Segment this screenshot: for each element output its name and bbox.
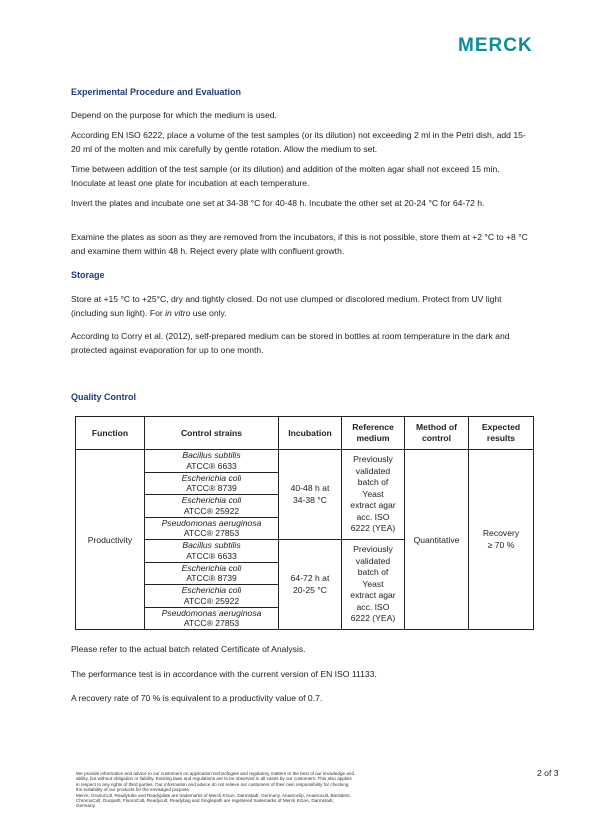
strain-cell: Bacillus subtilis ATCC® 6633 [145,540,279,563]
procedure-paragraph: Depend on the purpose for which the medium is used. [71,110,277,120]
function-cell: Productivity [76,450,145,630]
section-title-procedure: Experimental Procedure and Evaluation [71,87,242,97]
method-cell: Quantitative [405,450,469,630]
section-title-storage: Storage [71,270,105,280]
storage-paragraph: Store at +15 °C to +25°C, dry and tightly closed. Do not use clumped or discolored medium. Protect from UV light (including sun light). For in vitro use only. [71,294,502,318]
procedure-paragraph: Examine the plates as soon as they are removed from the incubators, if this is not possible, store them at +2 °C to +8 °C and examine them within 48 h. Reject every plate with confluent growth. [71,232,528,256]
header-expected-results: Expected results [469,417,534,450]
header-function: Function [76,417,145,450]
header-method-of-control: Method of control [405,417,469,450]
footer-disclaimer: We provide information and advice to our customers on application technologies and regulatory matters to the best of our knowledge and ability, but without obligation or liability. Existing laws and regulations are to be observed in all cases by our customers. This also applies in respect to any rights of third parties. Our information and advice do not relieve our customers of their own responsibility for checking the suitability of our products for the envisaged purpose. Merck, GranuCult, Readytube and Readyplate are trademarks of Merck KGaA, Darmstadt, Germany. Anaeroclip, Anaerocult, Bactident, ChromoCult, Duopath, FluoroCult, Readycult, Readybag and Singlepath are registered trademarks of Merck KGaA, Darmstadt, Germany. [76,771,355,809]
table-row [76,450,534,473]
procedure-paragraph: Invert the plates and incubate one set at 34-38 °C for 40-48 h. Incubate the other set at 20-24 °C for 64-72 h. [71,198,485,208]
strain-cell: Escherichia coli ATCC® 25922 [145,495,279,518]
incubation-cell: 40-48 h at 34-38 °C [279,450,342,540]
table-header-row [76,417,534,450]
expected-results-cell: Recovery ≥ 70 % [469,450,534,630]
svg-text:MERCK: MERCK [458,36,533,54]
strain-cell: Escherichia coli ATCC® 8739 [145,472,279,495]
quality-note: The performance test is in accordance with the current version of EN ISO 11133. [71,669,377,679]
quality-note: A recovery rate of 70 % is equivalent to a productivity value of 0.7. [71,693,323,703]
quality-control-table [75,416,534,630]
storage-paragraph: According to Corry et al. (2012), self-prepared medium can be stored in bottles at room temperature in the dark and protected against evaporation for up to one month. [71,331,510,355]
strain-cell: Escherichia coli ATCC® 25922 [145,585,279,608]
header-incubation: Incubation [279,417,342,450]
strain-cell: Escherichia coli ATCC® 8739 [145,562,279,585]
incubation-cell: 64-72 h at 20-25 °C [279,540,342,630]
header-control-strains: Control strains [145,417,279,450]
strain-cell: Pseudomonas aeruginosa ATCC® 27853 [145,607,279,630]
reference-medium-cell: Previously validated batch of Yeast extract agar acc. ISO 6222 (YEA) [342,450,405,540]
procedure-paragraph: According EN ISO 6222, place a volume of the test samples (or its dilution) not exceeding 2 ml in the Petri dish, add 15-20 ml of the molten and mix carefully by gentle rotation. Allow the medium to set. [71,130,526,154]
section-title-quality-control: Quality Control [71,392,136,402]
procedure-paragraph: Time between addition of the test sample (or its dilution) and addition of the molten agar shall not exceed 15 min. Inoculate at least one plate for incubation at each temperature. [71,164,500,188]
reference-medium-cell: Previously validated batch of Yeast extract agar acc. ISO 6222 (YEA) [342,540,405,630]
strain-cell: Pseudomonas aeruginosa ATCC® 27853 [145,517,279,540]
quality-note: Please refer to the actual batch related Certificate of Analysis. [71,644,306,654]
page-number: 2 of 3 [537,768,559,778]
strain-cell: Bacillus subtilis ATCC® 6633 [145,450,279,473]
header-reference-medium: Reference medium [342,417,405,450]
merck-logo [458,36,558,54]
